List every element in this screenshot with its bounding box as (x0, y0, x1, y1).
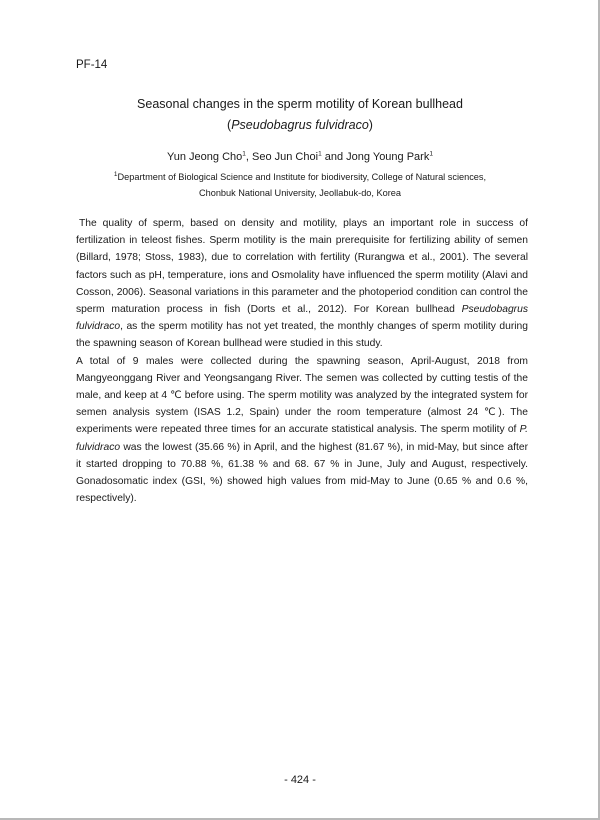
paper-code: PF-14 (76, 59, 108, 71)
species-name: P. fulvidraco (76, 424, 528, 453)
abstract-body (76, 215, 528, 507)
paper-title-species (0, 115, 600, 136)
affiliation-line-2: Chonbuk National University, Jeollabuk-do, Korea (198, 188, 402, 198)
author-separator: , (245, 151, 253, 163)
abstract-text: A total of 9 males were collected during the spawning season, April-August, 2018 from Mangyeonggang River and Yeongsangang River. The semen was collected by cutting testis of the male, and keep at 4 ℃ before using. The sperm motility was analyzed by the integrated system for semen analysis system (ISAS 1.2, Spain) under the room temperature (almost 24 ℃). The experiments were repeated three times for an accurate statistical analysis. The sperm motility of (76, 355, 528, 436)
author-list (0, 151, 600, 163)
page-number: - 424 - (284, 774, 316, 786)
species-name: Pseudobagrus fulvidraco (76, 304, 528, 333)
title-species-name: Pseudobagrus fulvidraco (231, 118, 369, 132)
abstract-text: The quality of sperm, based on density and motility, plays an important role in success of fertilization in teleost fishes. Sperm motility is the main prerequisite for fertilizing ability of semen (Billard, 1978; Stoss, 1983), due to correlation with fertility (Rurangwa et al., 2001). The several factors such as pH, temperature, ions and Osmolality have influenced the sperm motility (Alavi and Cosson, 2006). Seasonal variations in this parameter and the photoperiod condition can control the sperm maturation process in fish (Dorts et al., 2012). For Korean bullhead (76, 218, 528, 316)
author-name: Yun Jeong Cho (167, 151, 243, 163)
author-affiliation-marker: 1 (318, 150, 322, 158)
abstract-text: , as the sperm motility has not yet treated, the monthly changes of sperm motility during the spawning season of Korean bullhead were studied in this study. (76, 321, 528, 350)
author-separator: and (321, 151, 347, 163)
abstract-text: was the lowest (35.66 %) in April, and the highest (81.67 %), in mid-May, but since after it started dropping to 70.88 %, 61.38 % and 68. 67 % in June, July and August, respectively. Gonadosomatic index (GSI, %) showed high values from mid-May to June (0.65 % and 0.6 %, respectively). (76, 441, 528, 505)
title-paren-open: ( (227, 118, 232, 132)
author-name: Seo Jun Choi (252, 151, 319, 163)
abstract-paragraph-1 (76, 215, 528, 353)
title-line-1: Seasonal changes in the sperm motility of Korean bullhead (137, 97, 463, 111)
affiliation-line-1 (0, 172, 600, 182)
paper-title (0, 94, 600, 115)
affiliation-text: Department of Biological Science and Institute for biodiversity, College of Natural sciences, (117, 172, 487, 182)
title-paren-close: ) (368, 118, 373, 132)
author-name: Jong Young Park (346, 151, 430, 163)
author-affiliation-marker: 1 (242, 150, 246, 158)
affiliation-marker: 1 (113, 170, 118, 178)
abstract-paragraph-2 (76, 353, 528, 508)
author-affiliation-marker: 1 (429, 150, 433, 158)
